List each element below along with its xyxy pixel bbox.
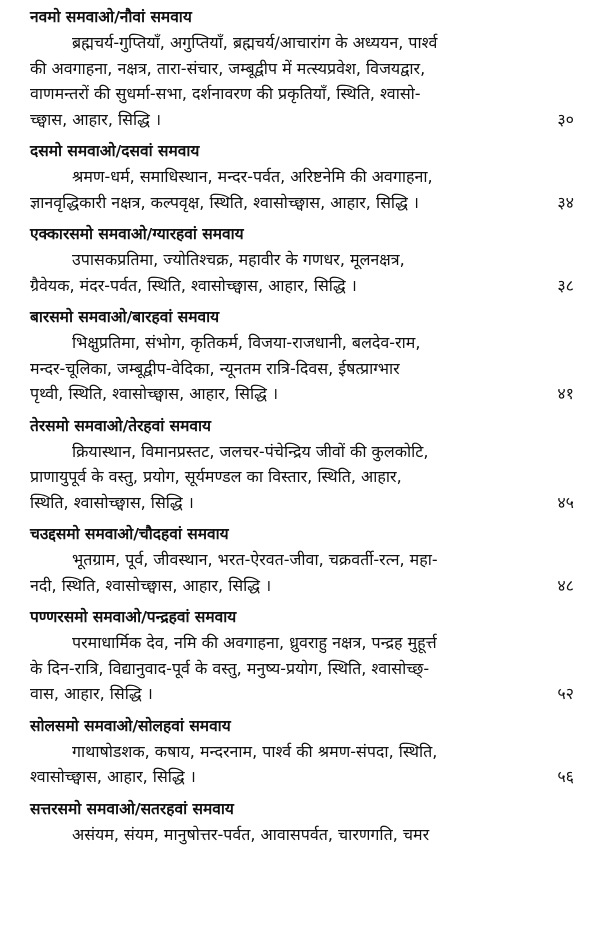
page-number: ३८ <box>557 275 574 295</box>
section-heading: सोलसमो समवाओ/सोलहवां समवाय <box>30 716 231 735</box>
contents-line: ग्रैवेयक, मंदर-पर्वत, स्थिति, श्वासोच्छ्वास, आहार, सिद्धि । <box>30 275 357 295</box>
contents-line: गाथाषोडशक, कषाय, मन्दरनाम, पार्श्व की श्रमण-संपदा, स्थिति, <box>72 741 438 761</box>
contents-line: असंयम, संयम, मानुषोत्तर-पर्वत, आवासपर्वत, चारणगति, चमर <box>72 824 430 844</box>
section-contents <box>30 247 502 298</box>
contents-line: ब्रह्मचर्य-गुप्तियाँ, अगुप्तियाँ, ब्रह्मचर्य/आचारांग के अध्ययन, पार्श्व <box>72 33 438 52</box>
section-heading: सत्तरसमो समवाओ/सतरहवां समवाय <box>30 799 234 818</box>
contents-line: पृथ्वी, स्थिति, श्वासोच्छ्वास, आहार, सिद्धि । <box>30 384 279 403</box>
contents-line: वाणमन्तरों की सुधर्मा-सभा, दर्शनावरण की प्रकृतियाँ, स्थिति, श्वासो- <box>30 84 421 103</box>
page-number: ४१ <box>557 384 574 403</box>
samvaya-section <box>30 6 574 132</box>
contents-line: स्थिति, श्वासोच्छ्वास, सिद्धि । <box>30 492 194 512</box>
section-contents <box>30 739 502 790</box>
page-number: ४८ <box>557 575 574 595</box>
contents-line: श्वासोच्छ्वास, आहार, सिद्धि । <box>30 767 196 786</box>
contents-line: प्राणायुपूर्व के वस्तु, प्रयोग, सूर्यमण्डल का विस्तार, स्थिति, आहार, <box>30 467 402 486</box>
samvaya-section <box>30 140 574 215</box>
samvaya-section <box>30 798 564 848</box>
page-number: ३४ <box>557 192 574 212</box>
section-contents <box>30 439 502 516</box>
samvaya-section <box>30 223 574 298</box>
section-heading: दसमो समवाओ/दसवां समवाय <box>30 142 200 160</box>
section-contents <box>30 630 502 707</box>
contents-line: भिक्षुप्रतिमा, संभोग, कृतिकर्म, विजया-राजधानी, बलदेव-राम, <box>72 333 421 352</box>
section-heading: एक्कारसमो समवाओ/ग्यारहवां समवाय <box>30 225 244 243</box>
section-contents <box>30 330 502 407</box>
section-heading: तेरसमो समवाओ/तेरहवां समवाय <box>30 416 212 435</box>
section-heading: नवमो समवाओ/नौवां समवाय <box>30 8 192 26</box>
contents-line: मन्दर-चूलिका, जम्बूद्वीप-वेदिका, न्यूनतम रात्रि-दिवस, ईषत्प्राग्भार <box>30 358 400 378</box>
contents-line: के दिन-रात्रि, विद्यानुवाद-पूर्व के वस्तु, मनुष्य-प्रयोग, स्थिति, श्वासोच्छ्- <box>30 658 430 678</box>
samvaya-section <box>30 606 574 707</box>
section-contents <box>30 822 502 848</box>
contents-line: क्रियास्थान, विमानप्रस्तट, जलचर-पंचेन्द्रिय जीवों की कुलकोटि, <box>72 441 429 461</box>
samvaya-section <box>30 415 574 516</box>
section-contents <box>30 547 502 598</box>
contents-line: नदी, स्थिति, श्वासोच्छ्वास, आहार, सिद्धि । <box>30 575 272 595</box>
samvaya-section <box>30 715 574 790</box>
section-heading: बारसमो समवाओ/बारहवां समवाय <box>30 308 220 326</box>
contents-line: उपासकप्रतिमा, ज्योतिश्चक्र, महावीर के गणधर, मूलनक्षत्र, <box>72 250 405 269</box>
contents-line: भूतग्राम, पूर्व, जीवस्थान, भरत-ऐरवत-जीवा, चक्रवर्ती-रत्न, महा- <box>72 550 438 569</box>
samvaya-section <box>30 306 574 407</box>
section-contents <box>30 30 502 132</box>
page-number: ५६ <box>557 767 574 786</box>
page-number: ४५ <box>557 492 574 512</box>
page-number: ३० <box>557 109 574 129</box>
section-heading: चउद्दसमो समवाओ/चौदहवां समवाय <box>30 525 229 543</box>
contents-line: च्छ्वास, आहार, सिद्धि । <box>30 109 162 129</box>
samvaya-section <box>30 523 574 598</box>
contents-line: परमाधार्मिक देव, नमि की अवगाहना, ध्रुवराहु नक्षत्र, पन्द्रह मुहूर्त्त <box>72 633 437 652</box>
contents-line: वास, आहार, सिद्धि । <box>30 684 153 703</box>
section-heading: पण्णरसमो समवाओ/पन्द्रहवां समवाय <box>30 608 237 626</box>
contents-line: की अवगाहना, नक्षत्र, तारा-संचार, जम्बूद्वीप में मत्स्यप्रवेश, विजयद्वार, <box>30 58 426 78</box>
page-number: ५२ <box>557 684 574 703</box>
contents-line: ज्ञानवृद्धिकारी नक्षत्र, कल्पवृक्ष, स्थिति, श्वासोच्छ्वास, आहार, सिद्धि । <box>30 192 419 212</box>
contents-line: श्रमण-धर्म, समाधिस्थान, मन्दर-पर्वत, अरिष्टनेमि की अवगाहना, <box>72 167 433 186</box>
section-contents <box>30 164 502 215</box>
